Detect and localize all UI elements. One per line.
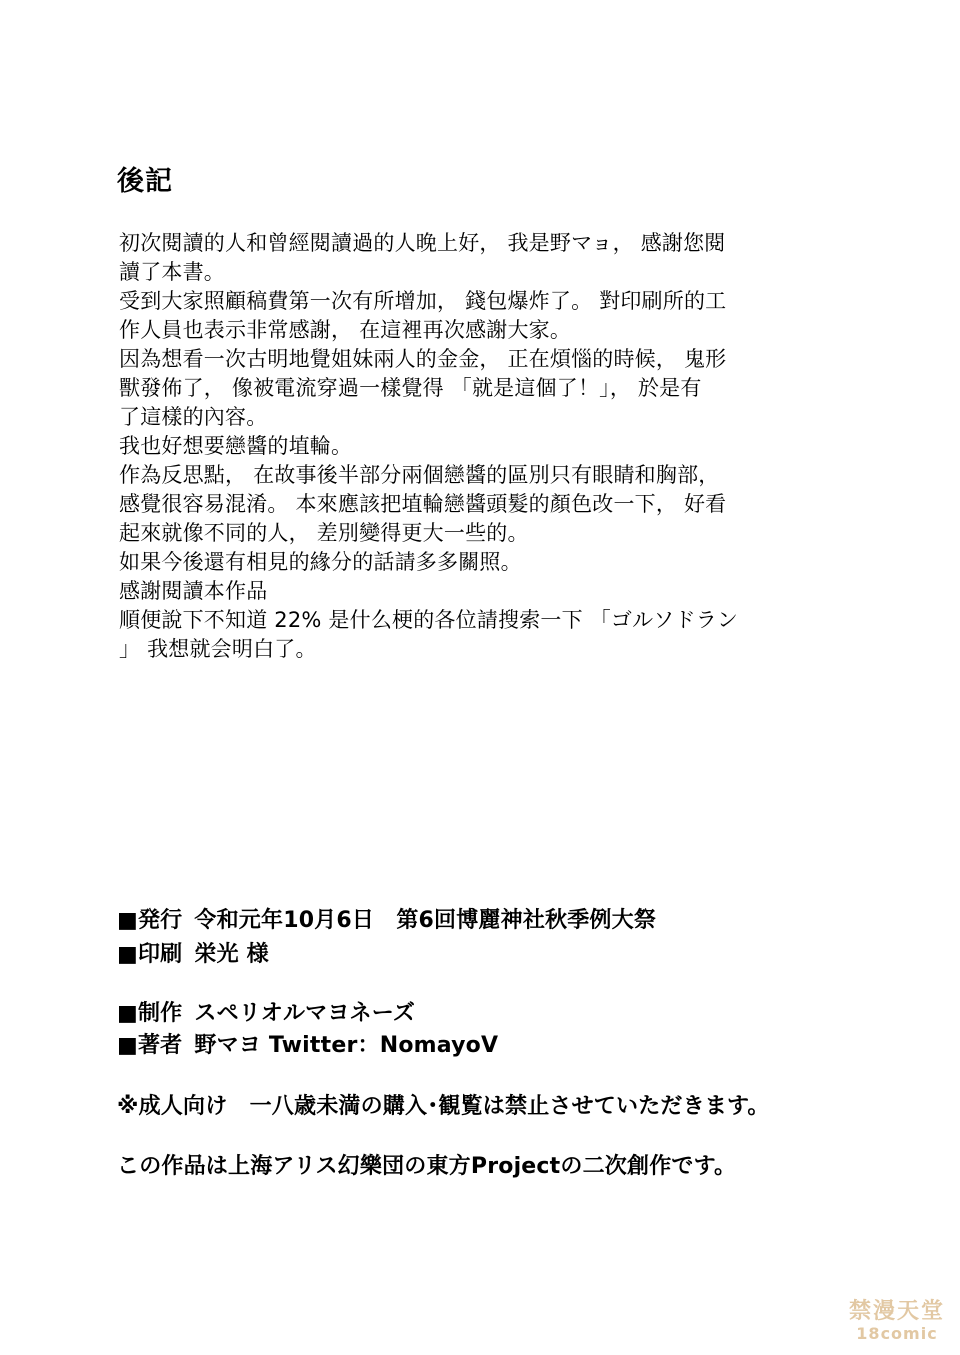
afterword-line: 因為想看一次古明地覺姐妹兩人的金金， 正在煩惱的時候， 鬼形 xyxy=(119,347,727,371)
afterword-line: 受到大家照顧稿費第一次有所增加， 錢包爆炸了。 對印刷所的工 xyxy=(119,289,727,313)
afterword-line: 感謝閱讀本作品 xyxy=(119,579,268,603)
watermark-bottom-text: 18comic xyxy=(856,1324,938,1343)
afterword-body xyxy=(119,229,839,664)
colophon-author-label: ■著者 xyxy=(117,1033,183,1058)
site-watermark-logo xyxy=(845,1301,949,1345)
afterword-line: 獸發佈了， 像被電流穿過一樣覺得 「就是這個了！」， 於是有 xyxy=(119,376,702,400)
afterword-line: 作為反思點， 在故事後半部分兩個戀醬的區別只有眼睛和胸部， xyxy=(119,463,720,487)
colophon-printing-label: ■印刷 xyxy=(117,942,183,967)
colophon-printing xyxy=(117,940,897,970)
colophon-production-label: ■制作 xyxy=(117,1001,183,1026)
afterword-line: 順便說下不知道 22% 是什么梗的各位請搜索一下 「ゴルソドラン xyxy=(119,608,739,632)
colophon-author xyxy=(117,1031,897,1061)
colophon-production xyxy=(117,999,897,1029)
afterword-line: 」 我想就会明白了。 xyxy=(119,637,317,661)
afterword-line: 了這樣的內容。 xyxy=(119,405,268,429)
afterword-line: 我也好想要戀醬的埴輪。 xyxy=(119,434,353,458)
watermark-top-text: 禁漫天堂 xyxy=(848,1299,945,1324)
colophon-author-value: 野マヨ Twitter：NomayoV xyxy=(194,1033,499,1058)
colophon-production-value: スペリオルマヨネーズ xyxy=(194,1001,416,1026)
colophon-publication-value: 令和元年10月6日 第6回博麗神社秋季例大祭 xyxy=(194,908,657,933)
afterword-line: 如果今後還有相見的緣分的話請多多關照。 xyxy=(119,550,522,574)
afterword-line: 初次閱讀的人和曾經閱讀過的人晚上好， 我是野マョ， 感謝您閱 xyxy=(119,231,726,255)
colophon-printing-value: 栄光 様 xyxy=(194,942,269,967)
afterword-line: 起來就像不同的人， 差別變得更大一些的。 xyxy=(119,521,529,545)
colophon-publication-label: ■発行 xyxy=(117,908,183,933)
afterword-line: 讀了本書。 xyxy=(119,260,225,284)
page-title: 後記 xyxy=(117,166,173,197)
colophon-publication xyxy=(117,906,897,936)
adult-notice: ※成人向け 一八歳未満の購入･観覧は禁止させていただきます。 xyxy=(117,1094,770,1119)
fan-work-notice: この作品は上海アリス幻樂団の東方Projectの二次創作です。 xyxy=(117,1154,737,1179)
afterword-line: 感覺很容易混淆。 本來應該把埴輪戀醬頭髮的顏色改一下， 好看 xyxy=(119,492,727,516)
afterword-line: 作人員也表示非常感謝， 在這裡再次感謝大家。 xyxy=(119,318,572,342)
